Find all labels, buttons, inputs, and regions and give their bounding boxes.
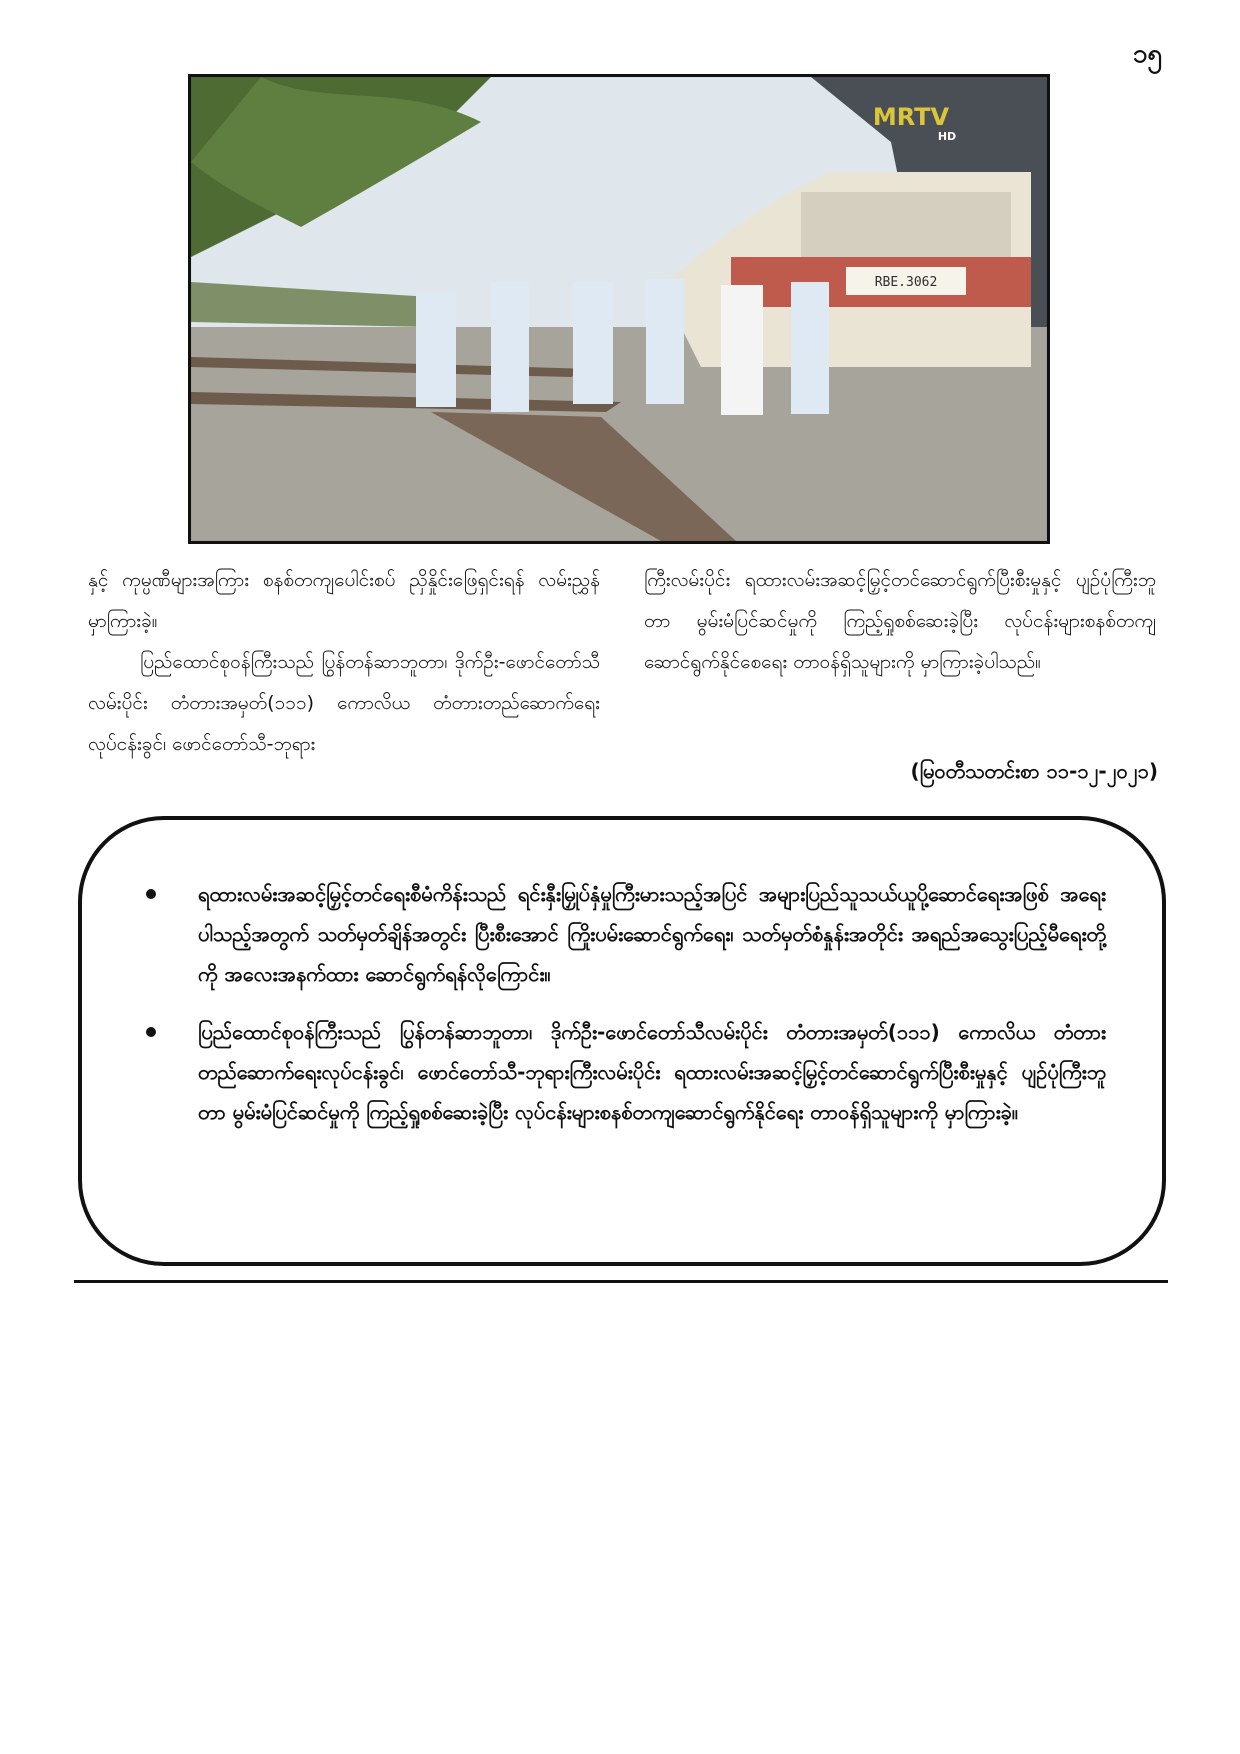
summary-item bbox=[146, 1012, 1106, 1132]
bullet-icon bbox=[146, 889, 156, 899]
article-source: (မြဝတီသတင်းစာ ၁၁-၁၂-၂၀၂၁) bbox=[910, 759, 1158, 783]
person-uniform-6 bbox=[791, 282, 829, 414]
person-uniform-2 bbox=[491, 282, 529, 412]
railway-inspection-photo bbox=[191, 77, 1047, 541]
article-columns bbox=[88, 560, 1156, 765]
news-photo bbox=[188, 74, 1050, 544]
bottom-divider bbox=[74, 1280, 1168, 1283]
watermark-subtext: HD bbox=[937, 130, 957, 143]
article-left-column bbox=[88, 560, 600, 765]
person-uniform-5 bbox=[721, 285, 763, 415]
watermark-text: MRTV bbox=[872, 103, 950, 131]
summary-list bbox=[82, 820, 1162, 1132]
bullet-icon bbox=[146, 1027, 156, 1037]
article-right-column bbox=[644, 560, 1156, 765]
right-paragraph-1: ကြီးလမ်းပိုင်း ရထားလမ်းအဆင့်မြှင့်တင်ဆောင်ရွက်ပြီးစီးမှုနှင့် ပျဉ်ပုံကြီးဘူတာ မွမ်းမံပြင်ဆင်မှုကို ကြည့်ရှုစစ်ဆေးခဲ့ပြီး လုပ်ငန်းများစနစ်တကျဆောင်ရွက်နိုင်စေရေး တာဝန်ရှိသူများကို မှာကြားခဲ့ပါသည်။ bbox=[644, 569, 1156, 673]
person-uniform-4 bbox=[646, 279, 684, 404]
page-number: ၁၅ bbox=[1132, 39, 1162, 69]
summary-item bbox=[146, 874, 1106, 994]
person-uniform-3 bbox=[573, 282, 613, 404]
left-paragraph-2: ပြည်ထောင်စုဝန်ကြီးသည် ပြွန်တန်ဆာဘူတာ၊ ဒိုက်ဦး-ဖောင်တော်သီလမ်းပိုင်း တံတားအမှတ်(၁၁၁) ကောလိယ တံတားတည်ဆောက်ရေးလုပ်ငန်းခွင်၊ ဖောင်တော်သီ-ဘုရား bbox=[88, 651, 600, 755]
summary-text: ပြည်ထောင်စုဝန်ကြီးသည် ပြွန်တန်ဆာဘူတာ၊ ဒိုက်ဦး-ဖောင်တော်သီလမ်းပိုင်း တံတားအမှတ်(၁၁၁) ကောလိယ တံတားတည်ဆောက်ရေးလုပ်ငန်းခွင်၊ ဖောင်တော်သီ-ဘုရားကြီးလမ်းပိုင်း ရထားလမ်းအဆင့်မြှင့်တင်ဆောင်ရွက်ပြီးစီးမှုနှင့် ပျဉ်ပုံကြီးဘူတာ မွမ်းမံပြင်ဆင်မှုကို ကြည့်ရှုစစ်ဆေးခဲ့ပြီး လုပ်ငန်းများစနစ်တကျဆောင်ရွက်နိုင်ရေး တာဝန်ရှိသူများကို မှာကြားခဲ့။ bbox=[198, 1020, 1106, 1124]
train-plate-text: RBE.3062 bbox=[874, 275, 938, 290]
left-paragraph-1: နှင့် ကုမ္ပဏီများအကြား စနစ်တကျပေါင်းစပ် ညှိနှိုင်းဖြေရှင်းရန် လမ်းညွှန်မှာကြားခဲ့။ bbox=[88, 569, 600, 632]
summary-box bbox=[78, 816, 1166, 1266]
person-uniform-1 bbox=[416, 292, 456, 407]
train-windows bbox=[801, 192, 1011, 257]
summary-text: ရထားလမ်းအဆင့်မြှင့်တင်ရေးစီမံကိန်းသည် ရင်းနှီးမြှုပ်နှံမှုကြီးမားသည့်အပြင် အများပြည်သူသယ်ယူပို့ဆောင်ရေးအဖြစ် အရေးပါသည့်အတွက် သတ်မှတ်ချိန်အတွင်း ပြီးစီးအောင် ကြိုးပမ်းဆောင်ရွက်ရေး၊ သတ်မှတ်စံနှုန်းအတိုင်း အရည်အသွေးပြည့်မီရေးတို့ကို အလေးအနက်ထား ဆောင်ရွက်ရန်လိုကြောင်း။ bbox=[198, 882, 1106, 986]
